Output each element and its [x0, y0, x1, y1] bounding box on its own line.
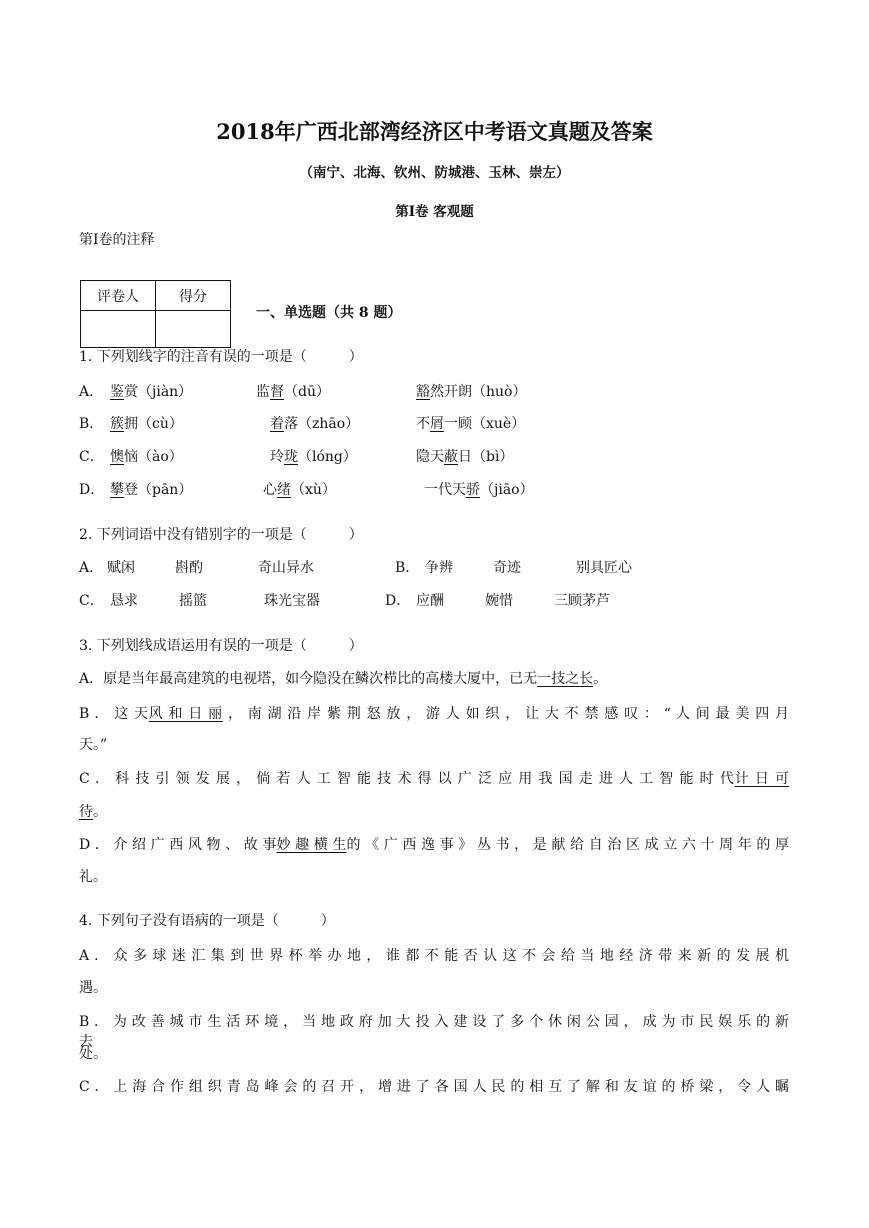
q2-option-d-label: D． — [385, 593, 411, 609]
q1-option-d-item-1: 攀登（pān） — [110, 482, 193, 498]
q1-option-a-label: A． — [79, 384, 104, 400]
q2-option-b-word-2: 奇迹 — [493, 560, 521, 576]
q3-option-d-line-2: 礼。 — [79, 869, 107, 885]
grader-cell — [81, 311, 156, 348]
q2-option-c-word-2: 摇篮 — [179, 593, 207, 609]
q1-option-a-item-1: 鉴赏（jiàn） — [110, 384, 193, 400]
q2-option-a-word-3: 奇山异水 — [258, 560, 314, 576]
q1-option-c-label: C． — [79, 449, 104, 465]
score-table — [80, 280, 231, 348]
question-2-stem: 2. 下列词语中没有错别字的一项是（ ） — [79, 527, 363, 543]
q4-option-a-line-1: A ． 众 多 球 迷 汇 集 到 世 界 杯 举 办 地 ， 谁 都 不 能 否 认 这 不 会 给 当 地 经 济 带 来 新 的 发 展 机 — [79, 948, 789, 964]
q3-option-b-line-2: 天。” — [79, 737, 108, 753]
q3-option-b-line-1: B ． 这 天风 和 日 丽 ， 南 湖 沿 岸 紫 荆 怒 放 ， 游 人 如 织 ， 让 大 不 禁 感 叹 ： “ 人 间 最 美 四 月 — [79, 706, 790, 722]
q1-option-c-item-1: 懊恼（ào） — [110, 449, 183, 465]
document-subtitle: （南宁、北海、钦州、防城港、玉林、崇左） — [299, 165, 570, 181]
q2-option-a-word-1: 赋闲 — [107, 560, 135, 576]
score-cell — [156, 311, 231, 348]
section-note: 第Ⅰ卷的注释 — [79, 232, 155, 248]
q1-option-b-item-2: 着落（zhāo） — [270, 416, 360, 432]
q1-option-d-item-3: 一代天骄（jiāo） — [424, 482, 534, 498]
q1-option-a-item-2: 监督（dū） — [256, 384, 330, 400]
q4-option-c-line-1: C ． 上 海 合 作 组 织 青 岛 峰 会 的 召 开 ， 增 进 了 各 国 人 民 的 相 互 了 解 和 友 谊 的 桥 梁 ， 令 人 瞩 — [79, 1079, 789, 1095]
q1-option-d-label: D． — [79, 482, 105, 498]
q2-option-c-word-1: 恳求 — [110, 593, 138, 609]
q2-option-a-word-2: 斟酌 — [175, 560, 203, 576]
q2-option-c-word-3: 珠光宝器 — [264, 593, 320, 609]
q2-option-c-label: C． — [79, 593, 104, 609]
q2-option-a-label: A． — [79, 560, 104, 576]
q4-option-b-line-1: B ． 为 改 善 城 市 生 活 环 境 ， 当 地 政 府 加 大 投 入 建 设 了 多 个 休 闲 公 园 ， 成 为 市 民 娱 乐 的 新 去 — [79, 1014, 789, 1050]
q1-option-c-item-2: 玲珑（lóng） — [270, 449, 357, 465]
q1-option-d-item-2: 心绪（xù） — [263, 482, 336, 498]
grader-header: 评卷人 — [81, 281, 156, 311]
question-3-stem: 3. 下列划线成语运用有误的一项是（ ） — [79, 638, 363, 654]
section-title: 第Ⅰ卷 客观题 — [395, 204, 474, 220]
document-title: 2018年广西北部湾经济区中考语文真题及答案 — [216, 119, 653, 144]
q4-option-b-line-2: 处。 — [79, 1046, 107, 1062]
q2-option-b-label: B． — [395, 560, 420, 576]
question-1-stem: 1. 下列划线字的注音有误的一项是（ ） — [79, 349, 363, 365]
q1-option-a-item-3: 豁然开朗（huò） — [416, 384, 527, 400]
q3-option-c-line-1: C ． 科 技 引 领 发 展 ， 倘 若 人 工 智 能 技 术 得 以 广 泛 应 用 我 国 走 进 人 工 智 能 时 代计 日 可 — [79, 771, 789, 787]
q1-option-b-label: B． — [79, 416, 104, 432]
q2-option-d-word-3: 三顾茅芦 — [554, 593, 610, 609]
q4-option-a-line-2: 遇。 — [79, 980, 107, 996]
q2-option-d-word-2: 婉惜 — [485, 593, 513, 609]
question-4-stem: 4. 下列句子没有语病的一项是（ ） — [79, 913, 335, 929]
q1-option-c-item-3: 隐天蔽日（bì） — [416, 449, 514, 465]
q2-option-b-word-3: 别具匠心 — [576, 560, 632, 576]
q2-option-b-word-1: 争辨 — [425, 560, 453, 576]
q1-option-b-item-3: 不屑一顾（xuè） — [416, 416, 526, 432]
q3-option-d-line-1: D ． 介 绍 广 西 风 物 、 故 事妙 趣 横 生的 《 广 西 逸 事 》 丛 书 ， 是 献 给 自 治 区 成 立 六 十 周 年 的 厚 — [79, 837, 789, 853]
q3-option-a: A．原是当年最高建筑的电视塔，如今隐没在鳞次栉比的高楼大厦中，已无一技之长。 — [79, 671, 608, 687]
q1-option-b-item-1: 簇拥（cù） — [110, 416, 183, 432]
score-header: 得分 — [156, 281, 231, 311]
q3-option-c-line-2: 待。 — [79, 804, 107, 820]
q2-option-d-word-1: 应酬 — [416, 593, 444, 609]
part-title: 一、单选题（共 8 题） — [256, 305, 402, 321]
